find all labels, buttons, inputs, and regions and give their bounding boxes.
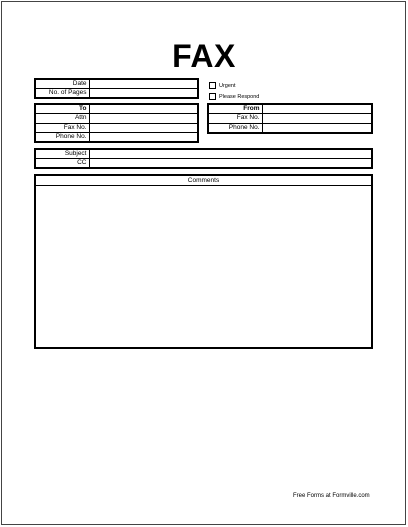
cc-field[interactable]: [89, 159, 372, 169]
to-phone-field[interactable]: [89, 133, 198, 143]
date-field[interactable]: [89, 79, 198, 89]
date-pages-table: [34, 78, 199, 99]
footer-credit: Free Forms at Formville.com: [293, 493, 370, 499]
pages-label: No. of Pages: [35, 89, 89, 99]
subject-field[interactable]: [89, 149, 372, 159]
page-title: FAX: [172, 38, 236, 74]
to-table: [34, 103, 199, 143]
subject-label: Subject: [35, 149, 89, 159]
to-phone-label: Phone No.: [35, 133, 89, 143]
urgent-option[interactable]: [209, 80, 259, 91]
checkbox-group: [209, 80, 259, 102]
from-table: [207, 103, 373, 134]
comments-field[interactable]: [36, 186, 371, 347]
from-fax-field[interactable]: [262, 114, 372, 124]
subject-row: [35, 149, 372, 159]
from-fax-label: Fax No.: [208, 114, 262, 124]
attn-label: Attn: [35, 114, 89, 124]
respond-checkbox[interactable]: [209, 93, 216, 100]
date-label: Date: [35, 79, 89, 89]
to-fax-row: [35, 123, 198, 133]
to-field[interactable]: [89, 104, 198, 114]
comments-box: [34, 174, 373, 349]
date-row: [35, 79, 198, 89]
comments-header: Comments: [36, 176, 371, 186]
attn-field[interactable]: [89, 114, 198, 124]
from-phone-label: Phone No.: [208, 123, 262, 133]
from-header: From: [208, 104, 262, 114]
urgent-label: Urgent: [219, 82, 236, 89]
cc-row: [35, 159, 372, 169]
to-header-row: [35, 104, 198, 114]
pages-row: [35, 89, 198, 99]
to-header: To: [35, 104, 89, 114]
from-header-row: [208, 104, 372, 114]
pages-field[interactable]: [89, 89, 198, 99]
to-fax-label: Fax No.: [35, 123, 89, 133]
attn-row: [35, 114, 198, 124]
to-fax-field[interactable]: [89, 123, 198, 133]
from-field[interactable]: [262, 104, 372, 114]
from-fax-row: [208, 114, 372, 124]
subject-table: [34, 148, 373, 169]
respond-label: Please Respond: [219, 93, 260, 100]
from-phone-row: [208, 123, 372, 133]
from-phone-field[interactable]: [262, 123, 372, 133]
respond-option[interactable]: [209, 91, 259, 102]
cc-label: CC: [35, 159, 89, 169]
to-phone-row: [35, 133, 198, 143]
urgent-checkbox[interactable]: [209, 82, 216, 89]
